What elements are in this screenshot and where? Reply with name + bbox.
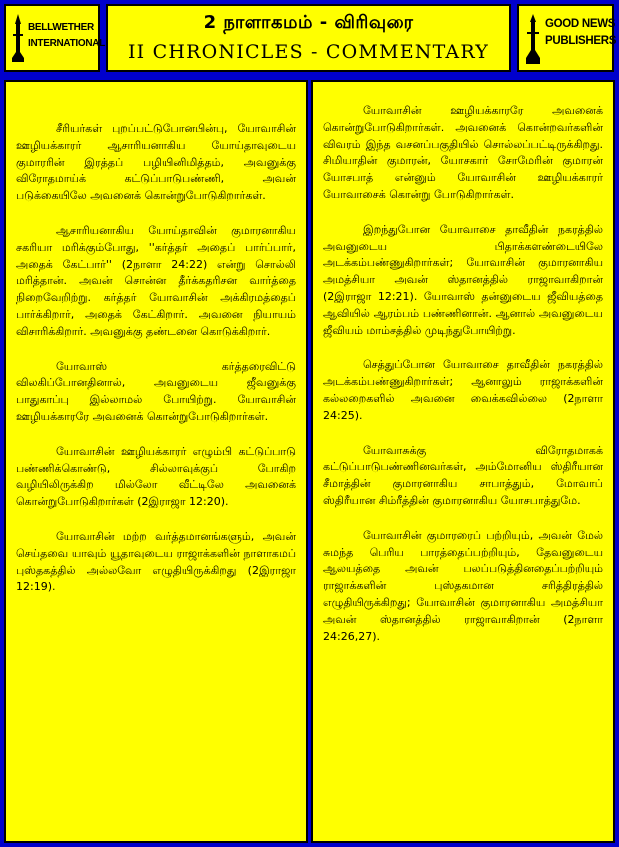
paragraph: யோவாசின் ஊழியக்காரரே அவனைக் கொன்றுபோடுகிறார்கள். அவனைக் கொன்றவர்களின் விவரம் இந்த வசனப்பகுதியில் சொல்லப்பட்டிருக்கிறது. சிமியாதின் குமாரன், யோசகார் சோமேரின் குமாரன் யோசபாத் என்னும் யோவாசின் ஊழியக்காரர் யோவாசைக் கொன்று போடுகிறார்கள். bbox=[323, 104, 603, 201]
paragraph: யோவாசின் குமாரரைப் பற்றியும், அவன் மேல் சுமந்த பெரிய பாரத்தைப்பற்றியும், தேவனுடைய ஆலயத்தை அவன் பலப்படுத்தினதைப்பற்றியும் ராஜாக்களின் புஸ்தகமான சரித்திரத்தில் எழுதியிருக்கிறது; யோவாசின் குமாரனாகிய அமத்சியா அவன் ஸ்தானத்தில் ராஜாவாகிறான் (2நாளா 24:26,27). bbox=[323, 528, 603, 643]
title-box bbox=[106, 4, 511, 72]
lamp-icon bbox=[10, 12, 26, 64]
paragraph: செத்துப்போன யோவாசை தாவீதின் நகரத்தில் அடக்கம்பண்ணுகிறார்கள்; ஆனாலும் ராஜாக்களின் கல்லறைகளில் அவனை வைக்கவில்லை (2நாளா 24:25). bbox=[323, 358, 603, 422]
title-tamil: 2 நாளாகமம் - விரிவுரை bbox=[203, 12, 414, 33]
header bbox=[0, 0, 619, 78]
right-column bbox=[311, 80, 615, 843]
logo-left-line1: BELLWETHER bbox=[28, 22, 94, 33]
title-english: II CHRONICLES - COMMENTARY bbox=[127, 41, 490, 63]
paragraph: யோவாசுக்கு விரோதமாகக் கட்டுப்பாடுபண்ணினவர்கள், அம்மோனிய ஸ்திரீயான சீமாத்தின் குமாரனாகிய சாபாத்தும், மோவாப் ஸ்திரீயான சிம்ரீத்தின் குமாரனாகிய யோசபாத்துமே. bbox=[323, 443, 603, 507]
paragraph: யோவாஸ் கர்த்தரைவிட்டு விலகிப்போனதினால், அவனுடைய ஜீவனுக்கு பாதுகாப்பு இல்லாமல் போயிற்று. யோவாசின் ஊழியக்காரரே அவனைக் கொன்றுபோடுகிறார்கள். bbox=[16, 359, 296, 423]
logo-left-line2: INTERNATIONAL bbox=[28, 38, 106, 49]
paragraph: ஆசாரியனாகிய யோய்தாவின் குமாரனாகிய சகரியா மரிக்கும்போது, ''கர்த்தர் அதைப் பார்ப்பார், அதைக் கேட்பார்'' (2நாளா 24:22) என்று சொல்லி மரித்தான். அவன் சொன்ன தீர்க்கதரிசன வார்த்தை நிறைவேறிற்று. கர்த்தர் யோவாசின் அக்கிரமத்தைப் பார்க்கிறார், அதைக் கேட்கிறார். அவனை நியாயம் விசாரிக்கிறார். அவனுக்கு தண்டனை கொடுக்கிறார். bbox=[16, 223, 296, 338]
lamp-icon bbox=[523, 12, 543, 66]
logo-right-line1: GOOD NEWS bbox=[545, 18, 616, 30]
paragraph: இறந்துபோன யோவாசை தாவீதின் நகரத்தில் அவனுடைய பிதாக்களண்டையிலே அடக்கம்பண்ணுகிறார்கள்; யோவாசின் குமாரனாகிய அமத்சியா அவன் ஸ்தானத்தில் ராஜாவாகிறான் (2இராஜா 12:21). யோவாஸ் தன்னுடைய ஜீவியத்தை ஆவியில் ஆரம்பம் பண்ணினான். ஆனால் அவனுடைய ஜீவியம் மாம்சத்தில் முடிந்துபோயிற்று. bbox=[323, 222, 603, 337]
paragraph: சீரியர்கள் புறப்பட்டுபோனபின்பு, யோவாசின் ஊழியக்காரர் ஆசாரியனாகிய யோய்தாவுடைய குமாரரின் இரத்தப் பழியினிமித்தம், அவனுக்கு விரோதமாய்க் கட்டுப்பாடுபண்ணி, அவன் படுக்கையிலே அவனைக் கொன்றுபோடுகிறார்கள். bbox=[16, 122, 296, 203]
left-column bbox=[4, 80, 308, 843]
good-news-logo bbox=[517, 4, 617, 72]
bellwether-logo bbox=[4, 4, 106, 72]
paragraph: யோவாசின் மற்ற வர்த்தமானங்களும், அவன் செய்தவை யாவும் யூதாவுடைய ராஜாக்களின் நாளாகமப் புஸ்தகத்தில் அல்லவோ எழுதியிருக்கிறது (2இராஜா 12:19). bbox=[16, 529, 296, 594]
logo-right-line2: PUBLISHERS bbox=[545, 35, 617, 47]
paragraph: யோவாசின் ஊழியக்காரர் எழும்பி கட்டுப்பாடு பண்ணிக்கொண்டு, சில்லாவுக்குப் போகிற வழியிலிருக்கிற மில்லோ வீட்டிலே அவனைக் கொன்றுபோடுகிறார்கள் (2இராஜா 12:20). bbox=[16, 444, 296, 509]
